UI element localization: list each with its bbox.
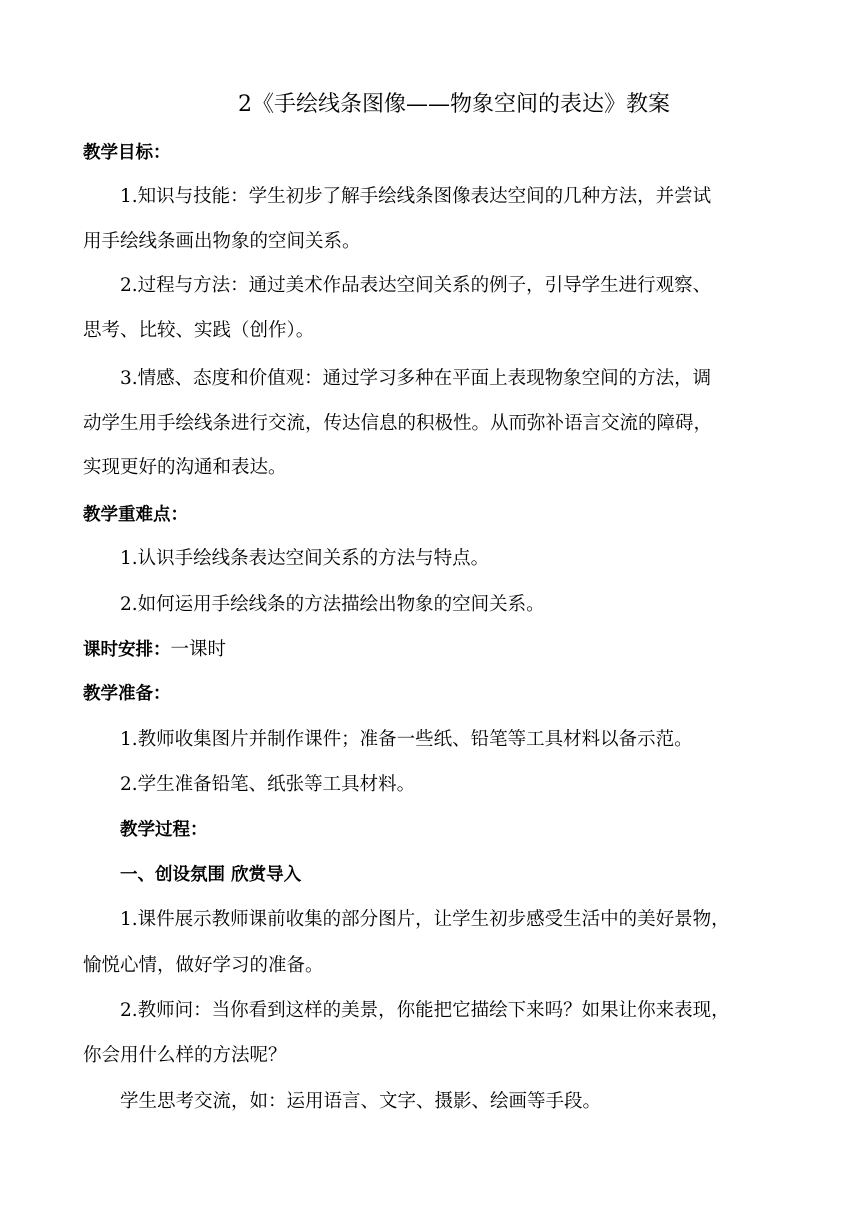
paragraph-line: 1.知识与技能：学生初步了解手绘线条图像表达空间的几种方法，并尝试 bbox=[120, 186, 712, 207]
paragraph-line: 思考、比较、实践（创作）。 bbox=[83, 320, 315, 341]
paragraph-line: 你会用什么样的方法呢？ bbox=[83, 1045, 287, 1066]
paragraph-line: 1.教师收集图片并制作课件；准备一些纸、铅笔等工具材料以备示范。 bbox=[120, 729, 693, 750]
section-heading-schedule bbox=[83, 635, 783, 665]
schedule-label: 课时安排： bbox=[83, 640, 171, 660]
schedule-value: 一课时 bbox=[170, 639, 227, 660]
paragraph-line: 用手绘线条画出物象的空间关系。 bbox=[83, 231, 361, 252]
paragraph-line: 实现更好的沟通和表达。 bbox=[83, 457, 287, 478]
section-heading-preparation: 教学准备： bbox=[83, 684, 171, 704]
paragraph-line: 2.过程与方法：通过美术作品表达空间关系的例子，引导学生进行观察、 bbox=[120, 275, 712, 296]
paragraph-line: 愉悦心情，做好学习的准备。 bbox=[83, 955, 324, 976]
document-title: 2《手绘线条图像——物象空间的表达》教案 bbox=[238, 92, 670, 117]
paragraph-line: 3.情感、态度和价值观：通过学习多种在平面上表现物象空间的方法，调 bbox=[120, 368, 712, 389]
paragraph-line: 1.认识手绘线条表达空间关系的方法与特点。 bbox=[120, 548, 490, 569]
paragraph-line: 动学生用手绘线条进行交流，传达信息的积极性。从而弥补语言交流的障碍， bbox=[83, 413, 713, 434]
section-heading-objectives: 教学目标： bbox=[83, 143, 171, 163]
section-heading-process: 教学过程： bbox=[120, 820, 208, 840]
paragraph-line: 学生思考交流，如：运用语言、文字、摄影、绘画等手段。 bbox=[120, 1091, 602, 1112]
section-heading-key-points: 教学重难点： bbox=[83, 505, 188, 525]
subsection-heading-intro: 一、创设氛围 欣赏导入 bbox=[120, 865, 302, 885]
paragraph-line: 2.如何运用手绘线条的方法描绘出物象的空间关系。 bbox=[120, 594, 545, 615]
paragraph-line: 2.学生准备铅笔、纸张等工具材料。 bbox=[120, 774, 416, 795]
paragraph-line: 2.教师问：当你看到这样的美景，你能把它描绘下来吗？如果让你来表现， bbox=[120, 1000, 730, 1021]
paragraph-line: 1.课件展示教师课前收集的部分图片，让学生初步感受生活中的美好景物， bbox=[120, 909, 730, 930]
